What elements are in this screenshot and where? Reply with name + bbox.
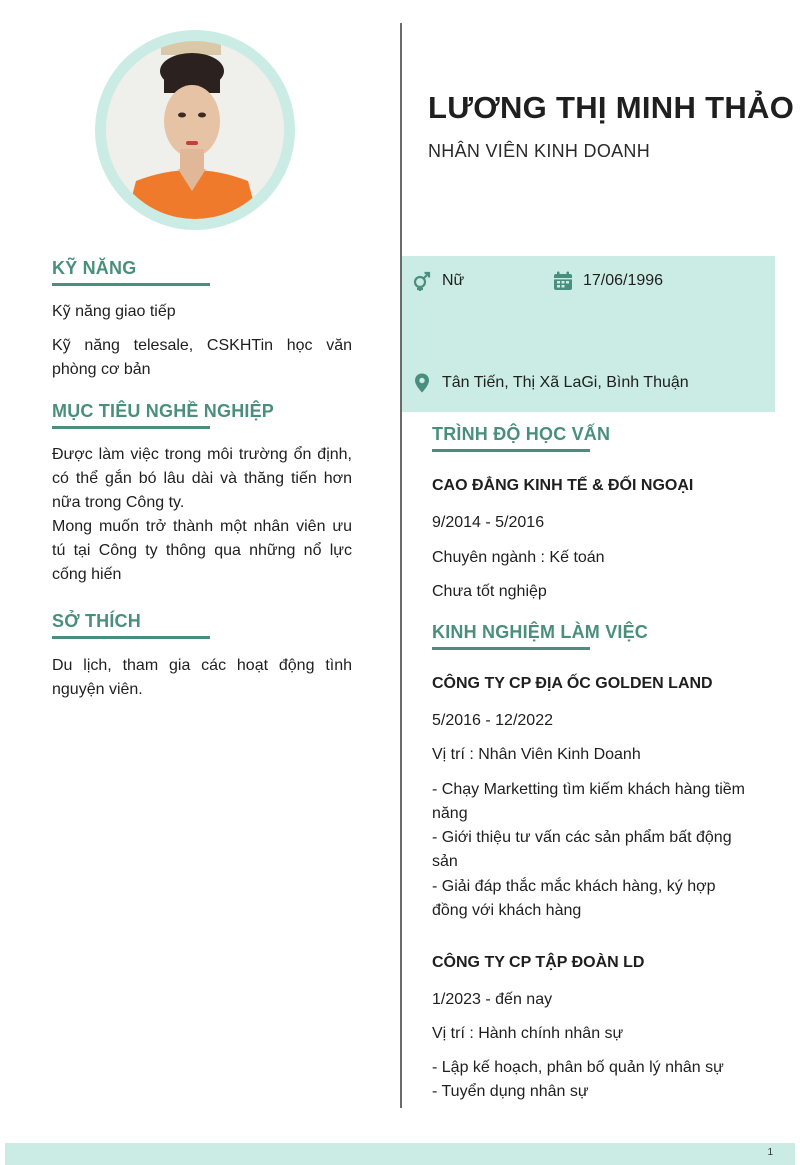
column-divider — [400, 23, 402, 1108]
job-period: 5/2016 - 12/2022 — [432, 712, 553, 729]
job-duty: - Lập kế hoạch, phân bố quản lý nhân sự — [432, 1059, 724, 1076]
objective-paragraph: Được làm việc trong môi trường ổn định, có thể gắn bó lâu dài và thăng tiến hơn nữa trong Công ty. — [52, 446, 352, 511]
objective-heading: MỤC TIÊU NGHỀ NGHIỆP — [52, 401, 275, 421]
candidate-position: NHÂN VIÊN KINH DOANH — [428, 141, 651, 161]
skill-item: Kỹ năng telesale, CSKHTin học văn phòng cơ bản — [52, 337, 352, 378]
objective-underline — [52, 426, 210, 429]
calendar-icon — [553, 271, 573, 291]
education-major: Chuyên ngành : Kế toán — [432, 549, 605, 566]
job-duty: - Chạy Marketting tìm kiếm khách hàng tiềm năng — [432, 781, 746, 822]
candidate-name: LƯƠNG THỊ MINH THẢO — [428, 90, 795, 125]
gender-value: Nữ — [442, 272, 465, 289]
job-role: Vị trí : Hành chính nhân sự — [432, 1025, 624, 1042]
job-company: CÔNG TY CP TẬP ĐOÀN LD — [432, 954, 645, 971]
gender-icon — [412, 271, 432, 291]
experience-underline — [432, 647, 590, 650]
hobbies-heading: SỞ THÍCH — [52, 611, 141, 631]
school-name: CAO ĐẲNG KINH TẾ & ĐỐI NGOẠI — [432, 477, 694, 494]
portrait-image — [106, 41, 284, 219]
job-company: CÔNG TY CP ĐỊA ỐC GOLDEN LAND — [432, 675, 713, 692]
education-period: 9/2014 - 5/2016 — [432, 514, 545, 531]
experience-heading: KINH NGHIỆM LÀM VIỆC — [432, 622, 649, 642]
education-status: Chưa tốt nghiệp — [432, 583, 547, 600]
job-role: Vị trí : Nhân Viên Kinh Doanh — [432, 746, 641, 763]
job-duty: - Giới thiệu tư vấn các sản phẩm bất động sản — [432, 829, 732, 870]
hobbies-underline — [52, 636, 210, 639]
skills-underline — [52, 283, 210, 286]
objective-paragraph: Mong muốn trở thành một nhân viên ưu tú tại Công ty thông qua những nổ lực cống hiến — [52, 518, 352, 583]
skill-item: Kỹ năng giao tiếp — [52, 303, 176, 320]
personal-info-panel — [402, 256, 775, 412]
job-duty: - Tuyển dụng nhân sự — [432, 1083, 589, 1100]
page-number: 1 — [767, 1147, 773, 1158]
address-value: Tân Tiến, Thị Xã LaGi, Bình Thuận — [442, 374, 689, 391]
job-duty: - Giải đáp thắc mắc khách hàng, ký hợp đồng với khách hàng — [432, 878, 716, 919]
skills-heading: KỸ NĂNG — [52, 258, 137, 278]
hobbies-text: Du lịch, tham gia các hoạt động tình nguyện viên. — [52, 657, 352, 698]
location-pin-icon — [412, 373, 432, 393]
dob-value: 17/06/1996 — [583, 272, 664, 289]
education-underline — [432, 449, 590, 452]
profile-photo-frame — [95, 30, 295, 230]
education-heading: TRÌNH ĐỘ HỌC VẤN — [432, 424, 611, 444]
page-footer — [5, 1143, 795, 1165]
profile-photo — [106, 41, 284, 219]
job-period: 1/2023 - đến nay — [432, 991, 553, 1008]
